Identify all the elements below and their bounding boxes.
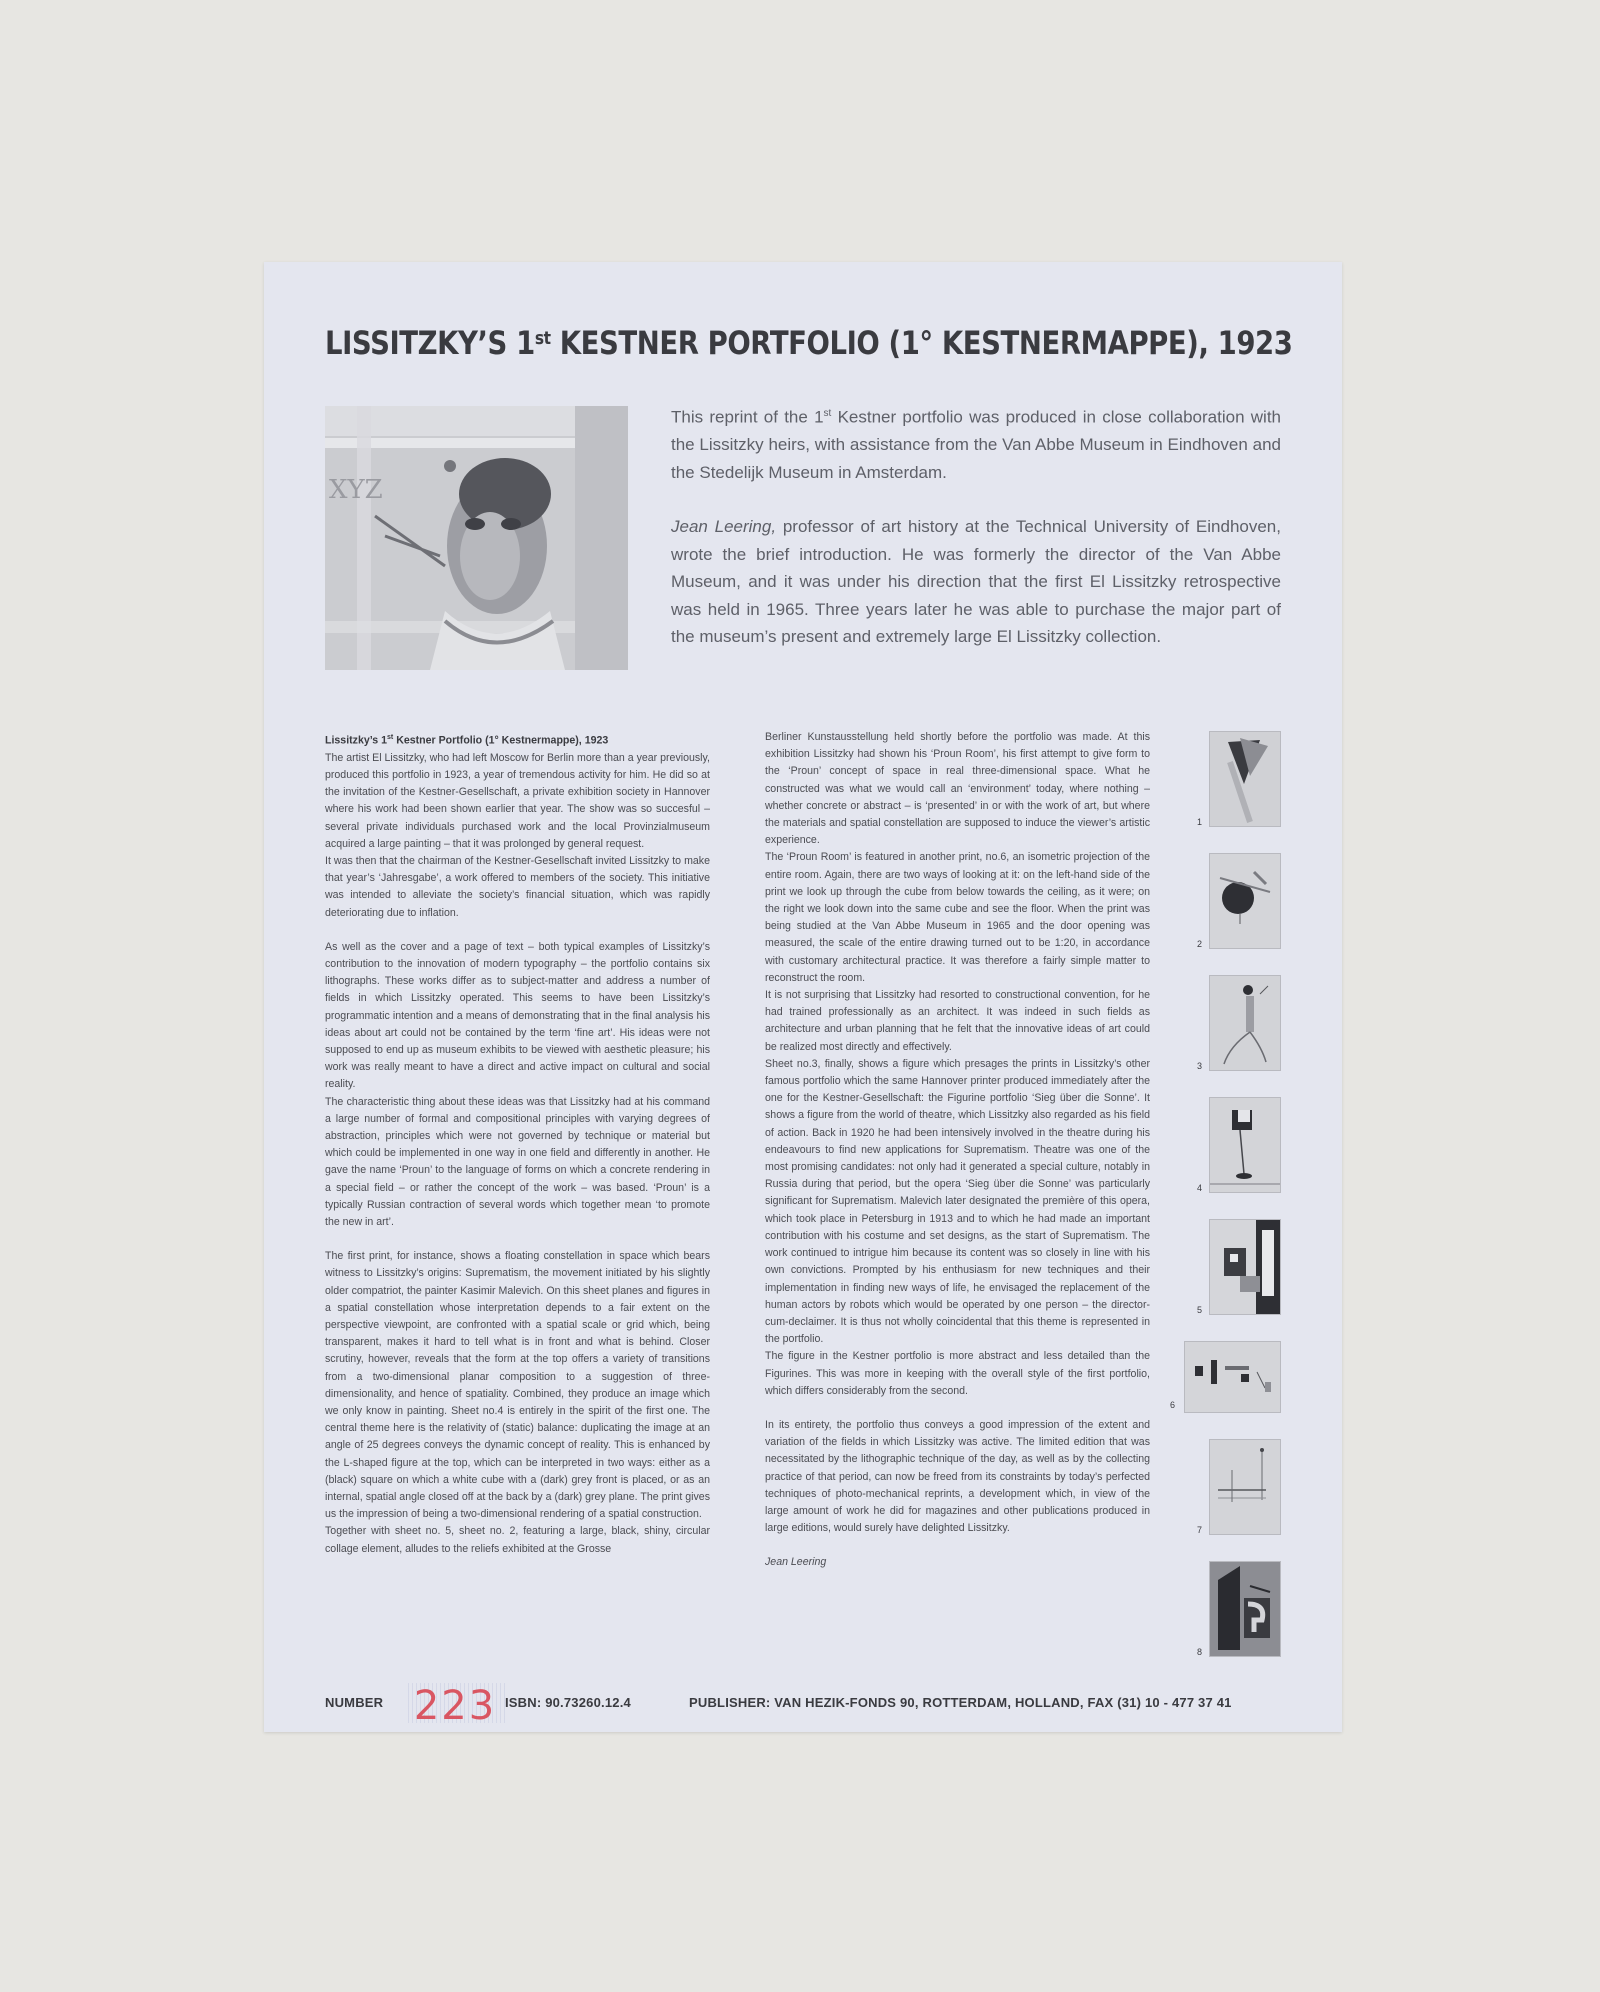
- essay-column-middle: [765, 729, 1150, 1572]
- essay-paragraph: The artist El Lissitzky, who had left Moscow for Berlin more than a year previously, produced this portfolio in 1923, a year of tremendous activity for him. He did so at the invitation of the Kestner-Gesellschaft, a private exhibition society in Hannover where his work had been shown earlier that year. The show was so succesful – several private individuals purchased work and the local Provinzialmuseum acquired a large painting – that it was prolonged by general request.: [325, 751, 710, 850]
- essay-paragraph: It is not surprising that Lissitzky had resorted to constructional convention, for he had trained professionally as an architect. It was indeed in such fields as architecture and urban planning that he felt that the innovative ideas of art could be realized most directly and effectively.: [765, 989, 1150, 1053]
- print-number: 7: [1197, 1525, 1203, 1535]
- print-number: 5: [1197, 1305, 1203, 1315]
- print-thumbnail-1: [1209, 731, 1281, 827]
- essay-paragraph: In its entirety, the portfolio thus conveys a good impression of the extent and variation of the fields in which Lissitzky was active. The limited edition that was necessitated by the lithographic technique of the day, as well as by the collecting practice of that period, can now be freed from its constraints by today’s perfected techniques of photo-mechanical reprints, a development which, in view of the large amount of work he did for magazines and other publications produced in large editions, would surely have delighted Lissitzky.: [765, 1418, 1150, 1535]
- info-sheet: [264, 262, 1342, 1732]
- author-signature: Jean Leering: [765, 1556, 827, 1569]
- essay-paragraph: The characteristic thing about these ideas was that Lissitzky had at his command a large number of formal and compositional principles with varying degrees of abstraction, principles which were not governed by technique or material but which could be implemented in one way in one field and differently in another. He gave the name ‘Proun’ to the language of forms on which a concrete rendering in a special field – or rather the concept of the work – was based. ‘Proun’ is a typically Russian contraction of several words which together mean ‘to promote the new in art’.: [325, 1095, 710, 1229]
- essay-paragraph: The ‘Proun Room’ is featured in another print, no.6, an isometric projection of the entire room. Again, there are two ways of looking at it: on the left-hand side of the print we look up through the cube from below towards the ceiling, as it were; on the right we look down into the same cube and see the floor. When the print was being studied at the Van Abbe Museum in 1965 and the door opening was measured, the scale of the entire drawing turned out to be 1:20, in accordance with customary architectural practice. It was therefore a fairly simple matter to reconstruct the room.: [765, 851, 1150, 984]
- essay-paragraph: Sheet no.3, finally, shows a figure which presages the prints in Lissitzky’s other famous portfolio which the same Hannover printer produced immediately after the one for the Kestner-Gesellschaft: the Figurine portfolio ‘Sieg über die Sonne’. It shows a figure from the world of theatre, which Lissitzky also regarded as his field of action. Back in 1920 he had been intensively involved in the theatre during his endeavours to find new applications for Suprematism. Theatre was one of the most promising candidates: not only had it generated a special culture, notably in Russia during that period, but the opera ‘Sieg über die Sonne’ was particularly significant for Suprematism. Malevich later designated the première of this opera, which took place in Petersburg in 1913 and to which he had made an important contribution with his costume and set designs, as the start of Suprematism. The work continued to intrigue him because its content was so closely in line with his own convictions. Prompted by his enthusiasm for new techniques and their implementation in finding new ways of life, he envisaged the replacement of the human actors by robots which would be operated by one person – the director-cum-declaimer. It is thus not wholly coincidental that this theme is represented in the portfolio.: [765, 1057, 1150, 1346]
- print-number: 3: [1197, 1061, 1203, 1071]
- intro-paragraph-2: Jean Leering, professor of art history at the Technical University of Eindhoven, wrote the brief introduction. He was formerly the director of the Van Abbe Museum, and it was under his direction that the first El Lissitzky retrospective was held in 1965. Three years later he was able to purchase the major part of the museum’s present and extremely large El Lissitzky collection.: [671, 517, 1281, 647]
- print-thumbnail-3: [1209, 975, 1281, 1071]
- print-number: 2: [1197, 939, 1203, 949]
- print-thumbnail-6: [1184, 1341, 1281, 1413]
- publisher-line: PUBLISHER: VAN HEZIK-FONDS 90, ROTTERDAM, HOLLAND, FAX (31) 10 - 477 37 41: [689, 1695, 1232, 1710]
- essay-paragraph: It was then that the chairman of the Kestner-Gesellschaft invited Lissitzky to make that year’s ‘Jahresgabe’, a work offered to members of the society. This initiative was intended to alleviate the society’s financial situation, which was rapidly deteriorating due to inflation.: [325, 854, 710, 919]
- intro-text: [671, 400, 1281, 678]
- print-number: 1: [1197, 817, 1203, 827]
- print-thumbnail-2: [1209, 853, 1281, 949]
- essay-paragraph: The figure in the Kestner portfolio is more abstract and less detailed than the Figurines. This was more in keeping with the overall style of the first portfolio, which differs considerably from the second.: [765, 1350, 1150, 1397]
- essay-heading: Lissitzky’s 1st Kestner Portfolio (1° Kestnermappe), 1923: [325, 734, 609, 747]
- footer: [325, 1683, 1285, 1729]
- isbn: ISBN: 90.73260.12.4: [505, 1695, 631, 1710]
- print-number: 4: [1197, 1183, 1203, 1193]
- essay-paragraph: Together with sheet no. 5, sheet no. 2, featuring a large, black, shiny, circular collage element, alludes to the reliefs exhibited at the Grosse: [325, 1525, 710, 1555]
- essay-column-left: [325, 729, 710, 1558]
- page-title: LISSITZKY’S 1st KESTNER PORTFOLIO (1° KESTNERMAPPE), 1923: [325, 324, 1293, 362]
- print-thumbnail-4: [1209, 1097, 1281, 1193]
- essay-paragraph: Berliner Kunstausstellung held shortly before the portfolio was made. At this exhibition Lissitzky had shown his ‘Proun Room’, his first attempt to give form to the ‘Proun’ concept of space in real three-dimensional space. What he constructed was what we would call an ‘environment’ today, where nothing – whether concrete or abstract – is ‘presented’ in or with the work of art, but where the materials and spatial constellation are supposed to induce the viewer’s artistic experience.: [765, 731, 1150, 847]
- serial-number: 223: [405, 1683, 505, 1723]
- print-number: 6: [1170, 1400, 1176, 1410]
- print-number: 8: [1197, 1647, 1203, 1657]
- lissitzky-self-portrait-photo: [325, 406, 628, 670]
- print-thumbnail-5: [1209, 1219, 1281, 1315]
- essay-paragraph: As well as the cover and a page of text – both typical examples of Lissitzky’s contribution to the innovation of modern typography – the portfolio contains six lithographs. These works differ as to subject-matter and address a number of fields in which Lissitzky operated. This seems to have been Lissitzky’s programmatic intention and a means of demonstrating that in the final analysis his ideas about art could not be contained by the term ‘fine art’. His ideas were not supposed to end up as museum exhibits to be viewed with aesthetic pleasure; his work was really meant to have a direct and active impact on cultural and social reality.: [325, 940, 710, 1091]
- number-label: NUMBER: [325, 1695, 384, 1710]
- intro-paragraph-1: This reprint of the 1st Kestner portfolio was produced in close collaboration with the Lissitzky heirs, with assistance from the Van Abbe Museum in Eindhoven and the Stedelijk Museum in Amsterdam.: [671, 407, 1281, 482]
- essay-paragraph: The first print, for instance, shows a floating constellation in space which bears witness to Lissitzky’s origins: Suprematism, the movement initiated by his slightly older compatriot, the painter Kasimir Malevich. On this sheet planes and figures in a spatial constellation whose interpretation depends to a fair extent on the perspective viewpoint, are confronted with a spatial scale or grid which, being transparent, makes it hard to tell what is in front and what is behind. Closer scrutiny, however, reveals that the form at the top offers a variety of transitions from a two-dimensional planar composition to a suggestion of three-dimensionality, and hence of spatiality. Combined, they produce an image which we only know in painting. Sheet no.4 is entirely in the spirit of the first one. The central theme here is the relativity of (static) balance: duplicating the image at an angle of 25 degrees conveys the dynamic concept of reality. This is enhanced by the L-shaped figure at the top, which can be interpreted in two ways: either as a (black) square on which a white cube with a (dark) grey front is placed, or as an internal, spatial angle closed off at the back by a (dark) grey plane. The print gives us the impression of being a two-dimensional rendering of a spatial construction.: [325, 1250, 710, 1521]
- print-thumbnail-8: [1209, 1561, 1281, 1657]
- print-thumbnail-7: [1209, 1439, 1281, 1535]
- svg-text:XYZ: XYZ: [329, 475, 383, 505]
